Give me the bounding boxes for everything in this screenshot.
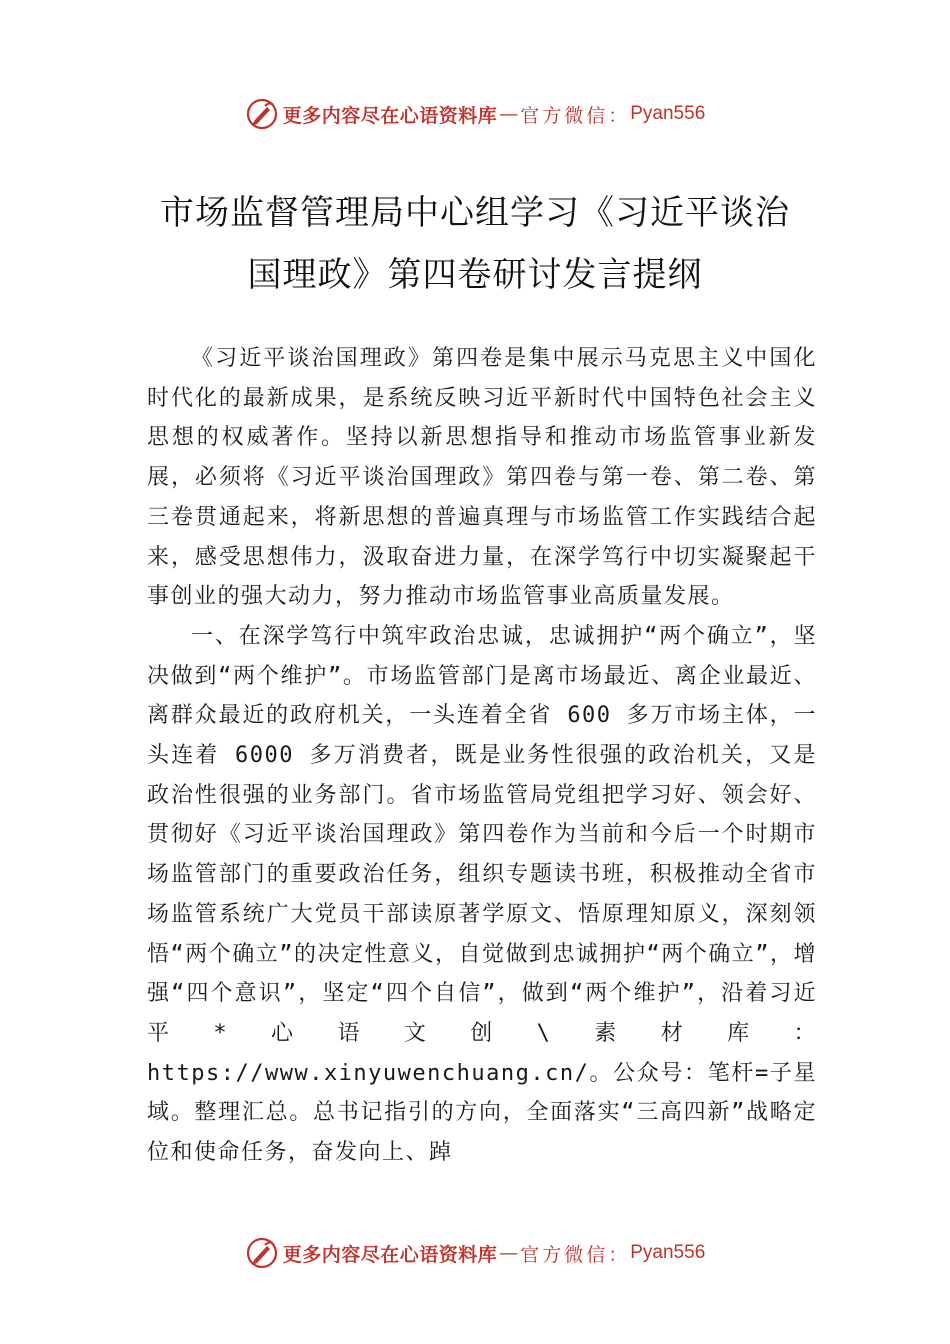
title-line-2: 国理政》第四卷研讨发言提纲: [247, 255, 703, 295]
title-line-1: 市场监督管理局中心组学习《习近平谈治: [160, 193, 790, 233]
pen-logo-icon: [245, 1236, 279, 1270]
banner-wechat-id: Pyan556: [630, 103, 706, 124]
pen-logo-icon: [245, 97, 279, 131]
banner-wechat-label: 官方微信：: [520, 1243, 631, 1266]
banner-brand-text: 更多内容尽在心语资料库: [282, 104, 498, 127]
banner-brand-text: 更多内容尽在心语资料库: [282, 1243, 498, 1266]
banner-separator: —: [499, 1242, 519, 1264]
body-paragraph-section-one: 一、在深学笃行中筑牢政治忠诚，忠诚拥护“两个确立”，坚决做到“两个维护”。市场监管部门是离市场最近、离企业最近、离群众最近的政府机关，一头连着全省 600 多万市场主体，一头连着 6000 多万消费者，既是业务性很强的政治机关，又是政治性很强的业务部门。省市场监管局党组把学习好、领会好、贯彻好《习近平谈治国理政》第四卷作为当前和今后一个时期市场监管部门的重要政治任务，组织专题读书班，积极推动全省市场监管系统广大党员干部读原著学原文、悟原理知原义，深刻领悟“两个确立”的决定性意义，自觉做到忠诚拥护“两个确立”，增强“四个意识”，坚定“四个自信”，做到“两个维护”，沿着习近平*心语文创\素材库：https://www.xinyuwenchuang.cn/。公众号：笔杆=子星域。整理汇总。总书记指引的方向，全面落实“三高四新”战略定位和使命任务，奋发向上、踔: [147, 623, 817, 1166]
header-watermark-banner: [0, 94, 950, 134]
banner-separator: —: [499, 103, 519, 125]
banner-wechat-id: Pyan556: [630, 1242, 706, 1263]
banner-wechat-label: 官方微信：: [520, 104, 631, 127]
document-title: [0, 182, 950, 306]
footer-watermark-banner: [0, 1233, 950, 1273]
document-body: [147, 339, 817, 1173]
body-paragraph-intro: 《习近平谈治国理政》第四卷是集中展示马克思主义中国化时代化的最新成果，是系统反映习近平新时代中国特色社会主义思想的权威著作。坚持以新思想指导和推动市场监管事业新发展，必须将《习近平谈治国理政》第四卷与第一卷、第二卷、第三卷贯通起来，将新思想的普遍真理与市场监管工作实践结合起来，感受思想伟力，汲取奋进力量，在深学笃行中切实凝聚起干事创业的强大动力，努力推动市场监管事业高质量发展。: [147, 346, 817, 610]
